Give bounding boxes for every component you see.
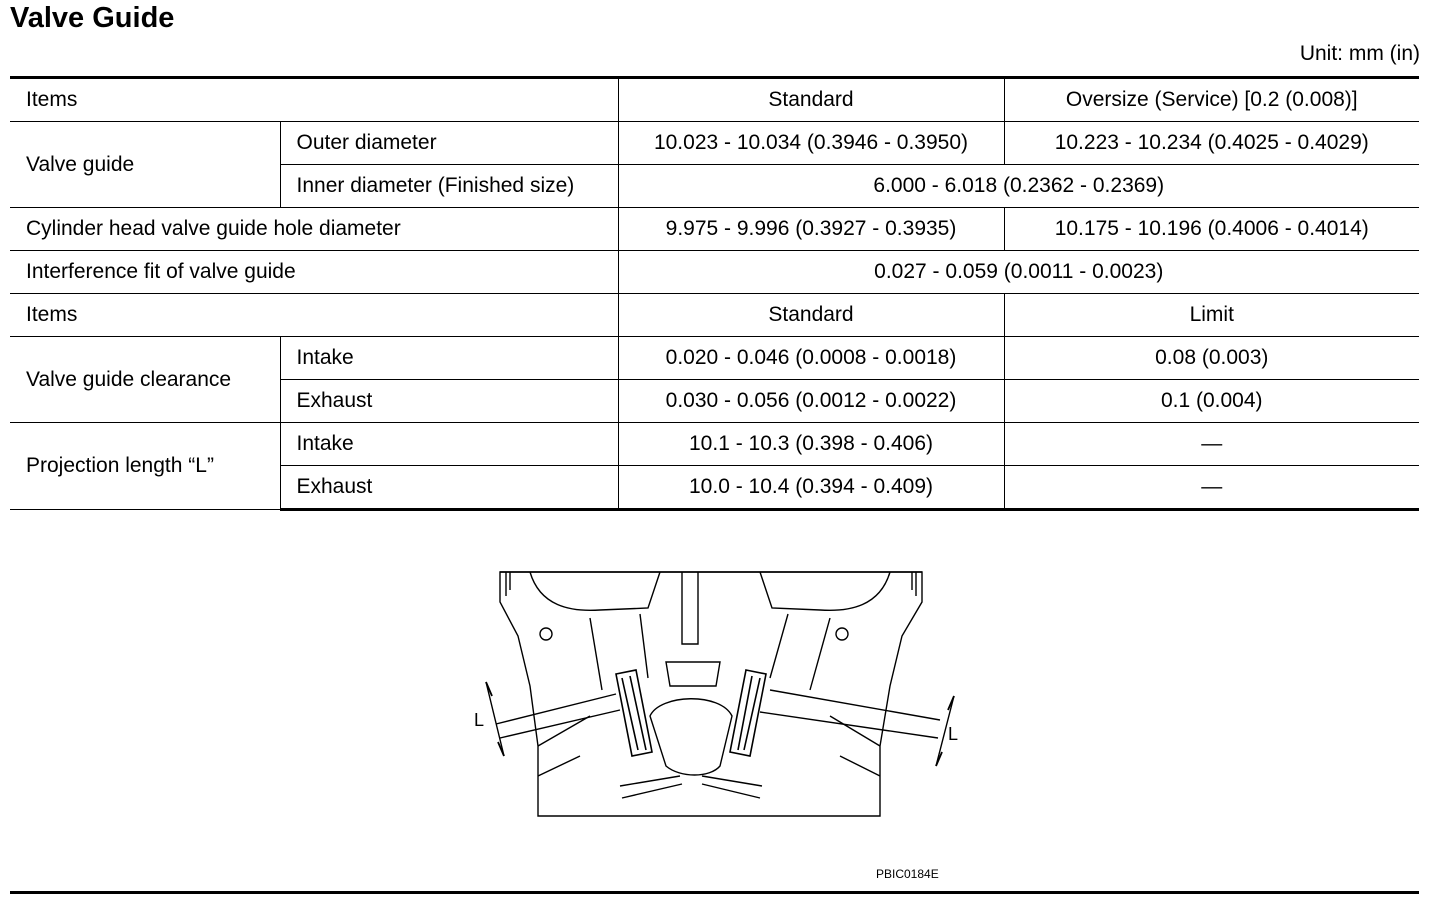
hole-diameter-oversize: 10.175 - 10.196 (0.4006 - 0.4014) [1004,208,1419,251]
interference-label: Interference fit of valve guide [10,251,618,294]
projection-exhaust-label: Exhaust [280,466,618,510]
table-row [10,337,1419,380]
valve-guide-label: Valve guide [10,122,280,208]
hole-diameter-label: Cylinder head valve guide hole diameter [10,208,618,251]
table-row [10,122,1419,165]
right-upper-chamber [760,572,890,610]
clearance-exhaust-limit: 0.1 (0.004) [1004,380,1419,423]
clearance-intake-limit: 0.08 (0.003) [1004,337,1419,380]
interference-value: 0.027 - 0.059 (0.0011 - 0.0023) [618,251,1419,294]
header-items: Items [10,78,618,122]
table-header-row [10,294,1419,337]
figure-code: PBIC0184E [876,867,939,881]
projection-label: Projection length “L” [10,423,280,510]
projection-intake-limit: — [1004,423,1419,466]
cylinder-head-outline [500,572,922,816]
intake-port [590,614,648,690]
clearance-exhaust-standard: 0.030 - 0.056 (0.0012 - 0.0022) [618,380,1004,423]
valve-seat-pocket [620,776,762,798]
intake-valve-guide [616,670,652,756]
projection-intake-label: Intake [280,423,618,466]
exhaust-valve-guide [730,670,766,756]
inner-diameter-label: Inner diameter (Finished size) [280,165,618,208]
bottom-rule [10,891,1419,894]
left-upper-chamber [530,572,660,610]
valve-guide-spec-table [10,76,1419,511]
outer-diameter-label: Outer diameter [280,122,618,165]
projection-exhaust-standard: 10.0 - 10.4 (0.394 - 0.409) [618,466,1004,510]
page-title: Valve Guide [10,2,175,34]
clearance-intake-standard: 0.020 - 0.046 (0.0008 - 0.0018) [618,337,1004,380]
casting-top-rail [500,572,922,596]
outer-diameter-oversize: 10.223 - 10.234 (0.4025 - 0.4029) [1004,122,1419,165]
header-oversize: Oversize (Service) [0.2 (0.008)] [1004,78,1419,122]
inner-diameter-value: 6.000 - 6.018 (0.2362 - 0.2369) [618,165,1419,208]
header-limit: Limit [1004,294,1419,337]
lower-right-web [830,716,880,776]
header-items-2: Items [10,294,618,337]
hole-diameter-standard: 9.975 - 9.996 (0.3927 - 0.3935) [618,208,1004,251]
dimension-label-right: L [948,724,959,744]
exhaust-port [770,614,830,690]
table-row [10,423,1419,466]
unit-label: Unit: mm (in) [1299,42,1420,65]
bolt-hole-left [540,628,552,640]
header-standard-2: Standard [618,294,1004,337]
combustion-chamber [650,699,732,775]
dimension-label-left: L [474,710,485,730]
center-slot [682,572,698,644]
clearance-exhaust-label: Exhaust [280,380,618,423]
center-cavity [666,662,720,686]
lower-left-web [538,716,590,776]
dimension-line-right [760,690,954,766]
clearance-label: Valve guide clearance [10,337,280,423]
table-header-row [10,78,1419,122]
table-row [10,251,1419,294]
dimension-line-left [486,682,620,756]
table-row [10,208,1419,251]
projection-intake-standard: 10.1 - 10.3 (0.398 - 0.406) [618,423,1004,466]
projection-exhaust-limit: — [1004,466,1419,510]
cylinder-head-diagram [470,566,990,826]
outer-diameter-standard: 10.023 - 10.034 (0.3946 - 0.3950) [618,122,1004,165]
clearance-intake-label: Intake [280,337,618,380]
header-standard: Standard [618,78,1004,122]
bolt-hole-right [836,628,848,640]
